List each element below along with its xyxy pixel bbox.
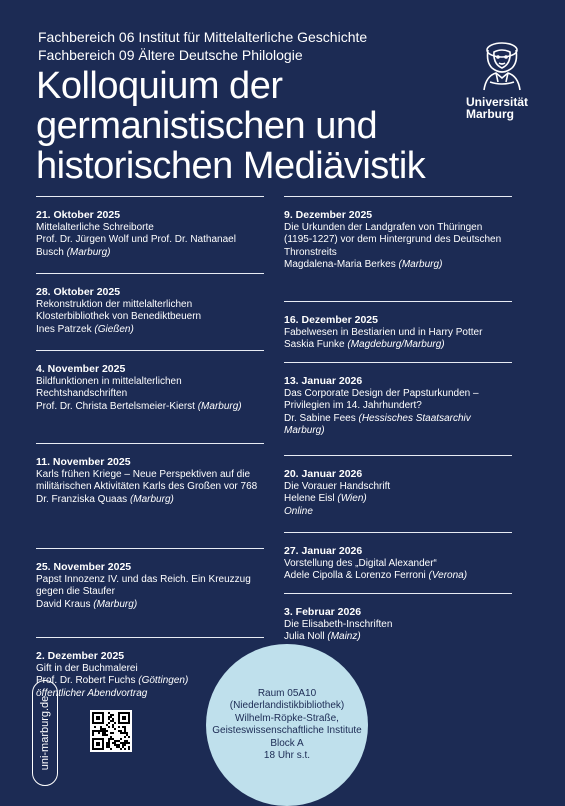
event-date: 21. Oktober 2025 [36,209,121,221]
event-speaker-line [284,413,512,438]
event-item [284,532,512,593]
event-speaker: Ines Patrzek [36,323,92,335]
event-note: öffentlicher Abendvortrag [36,687,148,699]
event-date: 4. November 2025 [36,363,126,375]
venue-line-5: Block A [270,737,304,749]
event-title: Fabelwesen in Bestiarien und in Harry Potter [284,326,483,338]
event-location: (Marburg) [129,493,174,505]
event-item [36,443,264,548]
event-date: 27. Januar 2026 [284,545,363,557]
university-seal-icon [474,36,530,92]
event-speaker-line [284,570,512,583]
event-item [284,362,512,455]
url-badge[interactable] [32,680,58,786]
event-date: 16. Dezember 2025 [284,314,378,326]
event-item [36,196,264,273]
event-speaker-line [36,234,264,259]
event-location: (Göttingen) [138,675,189,687]
university-logo [466,36,544,120]
venue-line-3: Wilhelm-Röpke-Straße, [235,712,339,724]
event-item [284,593,512,644]
event-date: 25. November 2025 [36,561,132,573]
event-item [284,455,512,532]
event-title: Die Elisabeth-Inschriften [284,618,393,630]
event-title: Rekonstruktion der mittelalterlichen Klosterbibliothek von Benediktbeuern [36,298,202,323]
event-date: 28. Oktober 2025 [36,286,121,298]
title-line-3: historischen Mediävistik [36,145,426,187]
events-column-left [36,196,264,700]
event-speaker: Dr. Sabine Fees [284,412,356,424]
event-speaker-line [36,401,264,414]
event-speaker: Adele Cipolla & Lorenzo Ferroni [284,570,426,582]
title-line-2: germanistischen und [36,105,378,147]
event-item [36,548,264,637]
event-speaker: Prof. Dr. Jürgen Wolf und Prof. Dr. Nathanael Busch [36,234,236,258]
venue-circle [206,644,368,806]
event-date: 9. Dezember 2025 [284,209,373,221]
event-speaker: Julia Noll [284,631,325,643]
event-note: Online [284,505,313,517]
event-speaker-line [284,259,512,272]
event-location: (Magdeburg/Marburg) [347,339,445,351]
event-speaker: Dr. Franziska Quaas [36,493,128,505]
department-line-2: Fachbereich 09 Ältere Deutsche Philologie [38,47,303,63]
event-title: Das Corporate Design der Papsturkunden – Privilegien im 14. Jahrhundert? [284,387,479,412]
event-title: Bildfunktionen in mittelalterlichen Rechtshandschriften [36,375,182,400]
page-title [36,66,436,186]
event-location: (Marburg) [93,598,138,610]
event-speaker: Magdalena-Maria Berkes [284,259,396,271]
event-location: (Wien) [337,493,367,505]
event-location: (Mainz) [327,631,361,643]
event-item [284,196,512,301]
venue-line-2: (Niederlandistikbibliothek) [229,700,345,711]
venue-line-1: Raum 05A10 [257,687,317,699]
title-line-1: Kolloquium der [36,65,283,107]
event-date: 3. Februar 2026 [284,606,362,618]
venue-line-6: 18 Uhr s.t. [263,750,311,761]
event-speaker-line [284,339,512,352]
event-speaker: Prof. Dr. Robert Fuchs [36,675,136,687]
event-date: 13. Januar 2026 [284,375,363,387]
events-column-right [284,196,512,644]
university-name-1: Universität [466,95,529,109]
event-speaker-line [36,494,264,507]
event-title: Die Urkunden der Landgrafen von Thüringen (1195-1227) vor dem Hintergrund des Deutschen Thronstreits [284,221,502,258]
event-speaker: Prof. Dr. Christa Bertelsmeier-Kierst [36,400,195,412]
event-item [36,273,264,350]
event-title: Mittelalterliche Schreiborte [36,221,154,233]
venue-line-4: Geisteswissenschaftliche Institute [212,725,362,736]
event-location: (Marburg) [66,246,111,258]
event-title: Gift in der Buchmalerei [36,662,138,674]
qr-code-icon [90,710,132,752]
event-title: Vorstellung des „Digital Alexander“ [284,557,437,569]
event-location: (Gießen) [94,323,134,335]
event-item [284,301,512,362]
event-location: (Verona) [428,570,468,582]
event-item [36,350,264,443]
event-date: 20. Januar 2026 [284,468,363,480]
event-speaker-line [36,324,264,337]
event-location: (Marburg) [398,259,443,271]
event-speaker: Saskia Funke [284,339,345,351]
event-speaker: Helene Eisl [284,493,335,505]
event-speaker: David Kraus [36,598,91,610]
event-title: Die Vorauer Handschrift [284,480,391,492]
event-title: Karls frühen Kriege – Neue Perspektiven auf die militärischen Aktivitäten Karls des Großen vor 768 [36,468,258,493]
event-title: Papst Innozenz IV. und das Reich. Ein Kreuzzug gegen die Staufer [36,573,251,598]
event-location: (Marburg) [197,400,242,412]
department-line-1: Fachbereich 06 Institut für Mittelalterliche Geschichte [38,29,368,45]
url-text[interactable]: uni-marburg.de [39,695,51,771]
university-name-2: Marburg [466,107,514,121]
event-location: (Hessisches Staatsarchiv Marburg) [284,412,471,437]
event-date: 11. November 2025 [36,456,131,468]
event-speaker-line [36,599,264,612]
event-speaker-line [284,631,512,644]
event-date: 2. Dezember 2025 [36,650,125,662]
event-speaker-line [284,493,512,506]
